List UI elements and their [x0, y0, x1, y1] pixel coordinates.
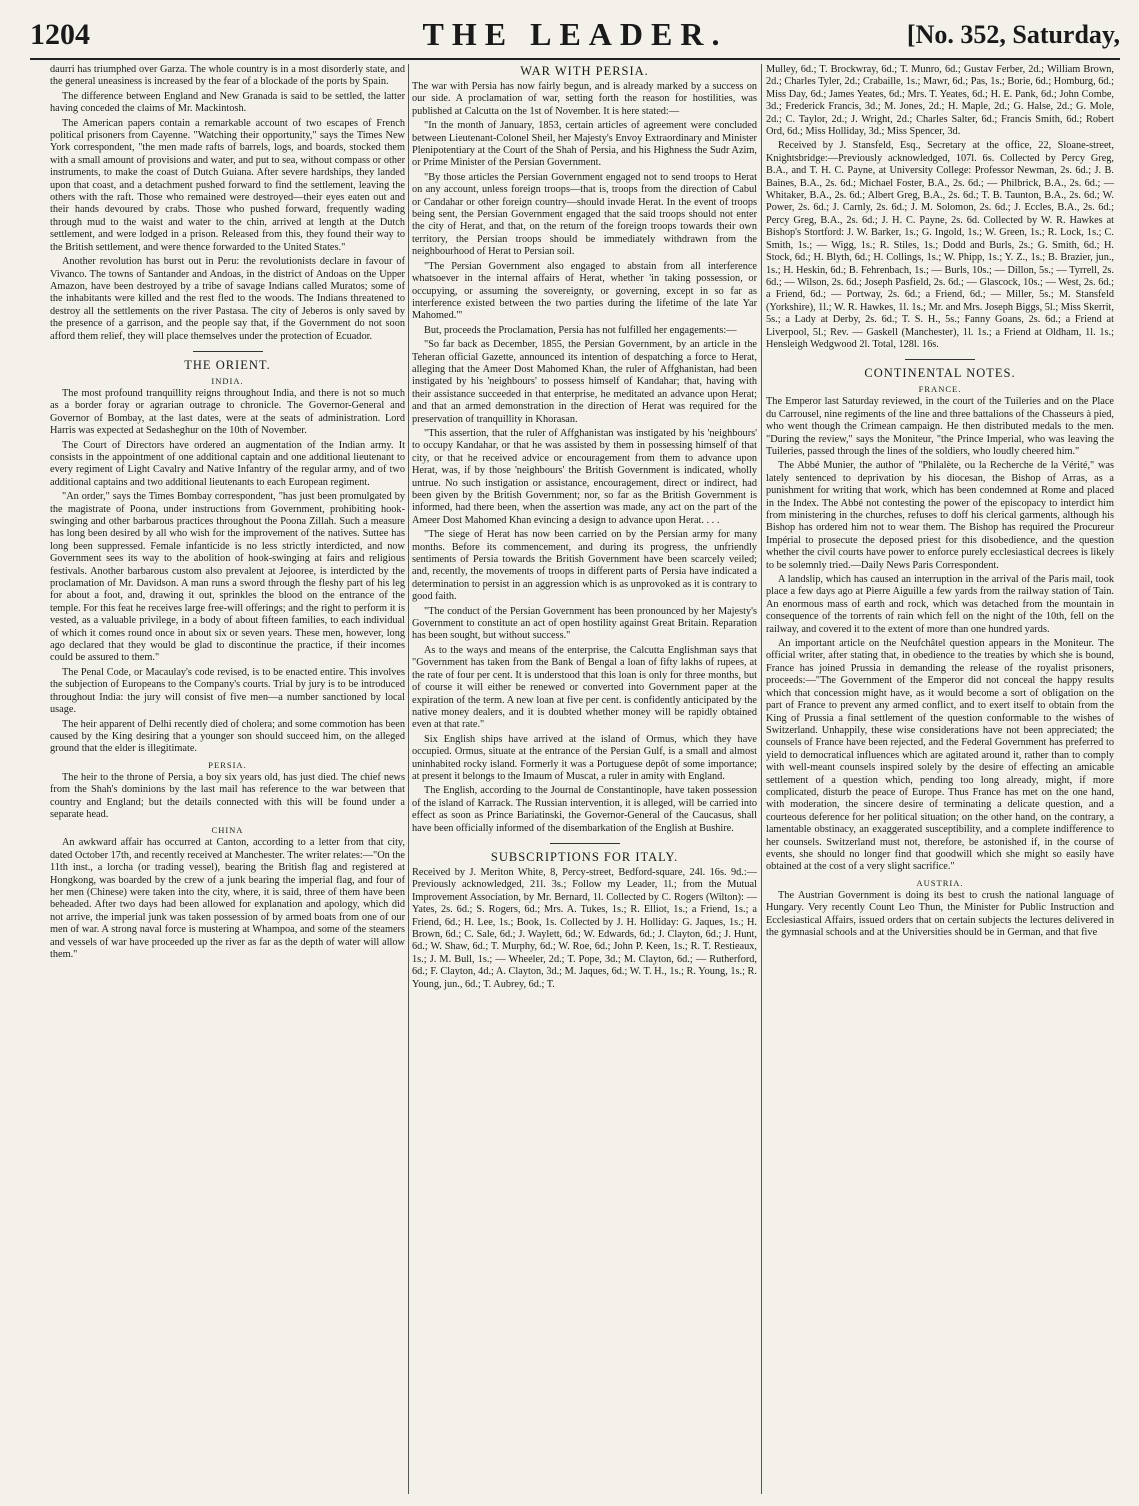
section-title-subscriptions-italy: SUBSCRIPTIONS FOR ITALY.: [490, 849, 679, 864]
paragraph: The Emperor last Saturday reviewed, in the court of the Tuileries and on the Place du Carrousel, nine regiments of the line and three battalions of the Chasseurs à pied, who went though the Crimean campaign. He then distributed medals to the men. "During the review," says the Moniteur, "the Prince Imperial, who was leaving the Tuileries, passed through the lines of the soldiers, who loudly cheered him.": [766, 396, 1114, 457]
paragraph: Another revolution has burst out in Peru: the revolutionists declare in favour of Vivanco. The towns of Santander and Andoas, in the district of Andoas on the Upper Amazon, have been destroyed by a tribe of savage Indians called Muratos; some of the inhabitants were killed and the rest fled to the woods. The Indians threatened to destroy all the settlements on the river Pastasa. The city of Jeberos is only saved by the presence of a garrison, and the people say that, if the Government do not soon afford them relief, they will place themselves under the protection of Ecuador.: [50, 256, 405, 342]
issue-label: [No. 352, Saturday,: [906, 20, 1120, 49]
paragraph: "The Persian Government also engaged to abstain from all interference whatsoever in the internal affairs of Herat, whether 'in taking possession, or occupying, or assuming the sovereignty, or governing, except in so far as interference existed between the two parties during the lifetime of the late Yar Mahomed.'": [412, 260, 757, 322]
paragraph: "The siege of Herat has now been carried on by the Persian army for many months. Before its commencement, and during its progress, the unfriendly sentiments of Persia towards the British Government have been scarcely veiled; and, recently, the movements of troops in different parts of Persia have indicated a determination to persist in an aggression which is as unprovoked as it is contrary to good faith.: [412, 529, 757, 603]
paragraph: But, proceeds the Proclamation, Persia has not fulfilled her engagements:—: [424, 324, 737, 336]
subsection-title-austria: AUSTRIA.: [916, 877, 964, 888]
paragraph: The most profound tranquillity reigns throughout India, and there is not so much as a border foray or agrarian outrage to chronicle. The Governor-General and Governor of Bombay, at the last dates, were at the seats of administration. Lord Harris was expected at Sedasheghur on the 10th of November.: [50, 387, 405, 437]
paragraph: The English, according to the Journal de Constantinople, have taken possession of the island of Karrack. The Russian intervention, it is alleged, will be carried into effect as soon as Prince Bariatinski, the Governor-General of the Caucasus, shall have been officially informed of the disembarkation of the English at Bushire.: [412, 785, 757, 834]
column-rule: [761, 64, 762, 1494]
column-rule: [408, 64, 409, 1494]
paragraph: The heir to the throne of Persia, a boy six years old, has just died. The chief news from the Shah's dominions by the last mail has reference to the war between that country and England; but the details connected with this will be found under a separate head.: [50, 771, 405, 820]
subsection-title-india: INDIA.: [211, 375, 244, 386]
paragraph: The Austrian Government is doing its best to crush the national language of Hungary. Very recently Count Leo Thun, the Minister for Public Instruction and Ecclesiastical Affairs, issued orders that on certain subjects the lectures delivered in the gymnasial schools and at the Universities should be in German, and that five: [766, 889, 1114, 938]
section-title-war-with-persia: WAR WITH PERSIA.: [520, 64, 649, 78]
section-divider: [550, 843, 620, 844]
paragraph: The Abbé Munier, the author of "Philalète, ou la Recherche de la Vérité," was lately sentenced to deprivation by his diocesan, the Bishop of Arras, as a punishment for writing that work, which has been condemned at Rome and placed in the Index. The Abbé not contesting the power of the episcopacy to interdict him from ministering in the churches, refuses to doff his clerical garments, although his Bishop has ordered him not to wear them. The Bishop has required the Procureur Impérial to prosecute the deposed priest for this disobedience, and the question whether the civil courts have power to enforce purely ecclesiastical decrees is likely to be solemnly tried.—Daily News Paris Correspondent.: [766, 460, 1114, 571]
paragraph: "By those articles the Persian Government engaged not to send troops to Herat on any account, unless foreign troops—that is, troops from the direction of Cabul or Candahar or other foreign country—should invade Herat. In the event of troops being sent, the Persian Government engaged that the said troops should not enter the city of Herat, and that, on the return of the foreign troops towards their own territory, the Persian troops should be immediately withdrawn from the neighbourhood of Herat to Persian soil.: [412, 171, 757, 258]
section-divider: [905, 359, 975, 360]
section-title-continental-notes: CONTINENTAL NOTES.: [864, 366, 1016, 381]
paragraph: Received by J. Stansfeld, Esq., Secretary at the office, 22, Sloane-street, Knightsbridge:—Previously acknowledged, 107l. 6s. Collected by Percy Greg, B.A., and T. H. C. Payne, at University College: Professor Newman, 2s. 6d.; J. B. Baines, B.A., 2s. 6d.; Michael Foster, B.A., 2s. 6d.; — Philbrick, B.A., 2s. 6d.; — Whitaker, B.A., 2s. 6d.; Albert Greg, B.A., 2s. 6d.; T. B. Taunton, B.A., 2s. 6d.; W. Power, 2s. 6d.; J. Carnly, 2s. 6d.; J. M. Solomon, 2s. 6d.; J. Eccles, B.A., 2s. 6d.; Percy Greg, B.A., 2s. 6d.; J. H. C. Payne, 2s. 6d. Collected by W. R. Hawkes at Bishop's Stortford: J. W. Barker, 1s.; G. Ingold, 1s.; W. Green, 1s.; R. Lock, 1s.; C. Smith, 1s.; — Wigg, 1s.; R. Stiles, 1s.; Dodd and Burls, 2s.; G. Smith, 6d.; H. Stock, 6d.; H. Blyth, 6d.; H. Collings, 1s.; W. Phipp, 1s.; Y. Z., 1s.; B. Brazier, jun., 1s.; H. Heskin, 6d.; B. Fehrenbach, 1s.; — Burls, 10s.; — Dillon, 5s.; — Tyrrell, 2s. 6d.; — Wilson, 2s. 6d.; Joseph Pasfield, 2s. 6d.; — Glascock, 10s.; — West, 2s. 6d.; a Friend, 6d.; — Portway, 2s. 6d.; a Friend, 6d.; — Miller, 5s.; M. Stansfeld (Yorkshire), 1l.; W. R. Hawkes, 1l. 1s.; Mr. and Mrs. Joseph Biggs, 5l.; Miss Skerrit, 5s.; a Lady at Derby, 2s. 6d.; T. S. H., 5s.; Fanny Goans, 2s. 6d.; a Friend at Liverpool, 5l.; Rev. — Gaskell (Manchester), 1l. 1s.; a Friend at Oldham, 1l. 1s.; Hensleigh Wedgwood 2l. Total, 128l. 16s.: [766, 140, 1114, 350]
paragraph: The Penal Code, or Macaulay's code revised, is to be enacted entire. This involves the subjection of Europeans to the Company's courts. Trial by jury is to be introduced throughout India: the jury will consist of five men—a number sanctioned by local usage.: [50, 666, 405, 716]
paragraph: "So far back as December, 1855, the Persian Government, by an article in the Teheran official Gazette, announced its intention of despatching a force to Herat, alleging that the Ameer Dost Mahomed Khan, the ruler of Affghanistan, had been instigated by his 'neighbours' to possess himself of Kandahar; that, having with their assistance succeeded in that enterprise, he meditated an advance upon Herat; and that an armed demonstration in the direction of Herat was required for the preservation of tranquillity in Khorasan.: [412, 339, 757, 425]
paragraph: The difference between England and New Granada is said to be settled, the latter having conceded the claims of Mr. Mackintosh.: [50, 90, 405, 115]
column-3: [766, 64, 1114, 1494]
column-1: [50, 64, 405, 1494]
paragraph: "An order," says the Times Bombay correspondent, "has just been promulgated by the magistrate of Poona, under instructions from Government, prohibiting hook-swinging and other barbarous practices throughout the Poona Zillah. Such a measure has long been desired by all who wish for the improvement of the natives. Suttee has long been suppressed. Female infanticide is no less strictly interdicted, and now Government sees its way to the abolition of hook-swinging at fairs and religious festivals. Another barbarous custom also prevalent at Jejooree, is interdicted by the proclamation of Mr. Davidson. A man runs a sword through the fleshy part of his leg for about a foot, and, drawing it out, sprinkles the blood on the entrance of the temple. For this feat he receives large free-will offerings; and the right to perform it is vested, as a valuable privilege, in a body of about fifteen families, to each individual of which it comes round once in about six or seven years. These men, however, long ago declared that they would be glad to discontinue the practice, if their incomes could be assured to them.": [50, 491, 405, 664]
section-title-orient: THE ORIENT.: [184, 357, 271, 372]
paragraph: Six English ships have arrived at the island of Ormus, which they have occupied. Ormus, situate at the entrance of the Persian Gulf, is a small and almost uninhabited rocky island. Formerly it was a Portuguese depôt of some importance; at present it belongs to the Imaum of Muscat, a ruler in amity with England.: [412, 733, 757, 782]
paragraph: The Court of Directors have ordered an augmentation of the Indian army. It consists in the appointment of one additional captain and one additional lieutenant to every regiment of Light Cavalry and Native Infantry of the regular army, and of two additional captains and two additional lieutenants to each European regiment.: [50, 439, 405, 488]
newspaper-title: THE LEADER.: [422, 16, 728, 52]
paragraph: The American papers contain a remarkable account of two escapes of French political prisoners from Cayenne. "Watching their opportunity," says the Times New York correspondent, "the men made rafts of barrels, logs, and boards, stocked them with a small amount of provisions and water, and put to sea, without compass or other instruments, to make the coast of Dutch Guiana. After severe hardships, they landed upon that coast, and a detachment pushed forward to find the settlement, leaving the others with the raft. Those who remained were destroyed—their eyes eaten out and their hands devoured by crabs. Those who pushed forward, frequently wading through mud to the waist and water to the chin, arrived at length at the Dutch settlement, and were lodged in a prison. Released from this, they found their way to the British settlement, and were thence forwarded to the United States.": [50, 117, 405, 253]
paragraph: Mulley, 6d.; T. Brockwray, 6d.; T. Munro, 6d.; Gustav Ferber, 2d.; William Brown, 2d.; Charles Tyler, 2d.; Crabaille, 1s.; Mawr, 6d.; Pas, 1s.; Borie, 6d.; Homburg, 6d.; Miss Day, 6d.; James Yeates, 6d.; Mrs. T. Yeates, 6d.; H. E. Pank, 6d.; John Combe, 3d.; Frederick Francis, 3d.; M. Jones, 2d.; H. Maple, 2d.; G. Halse, 2d.; G. Mole, 2d.; C. Taylor, 2d.; J. Wright, 2d.; Charles Salter, 6d.; Francis Smith, 6d.; Robert Ord, 6d.; Miss Holliday, 3d.; Miss Spencer, 3d.: [766, 64, 1114, 138]
subsection-title-persia: PERSIA.: [208, 759, 247, 770]
paragraph: "The conduct of the Persian Government has been pronounced by her Majesty's Government to constitute an act of open hostility against Great Britain. Reparation has been sought, but without success.": [412, 605, 757, 642]
paragraph: An awkward affair has occurred at Canton, according to a letter from that city, dated October 17th, and recently received at Manchester. The writer relates:—"On the 11th inst., a lorcha (or trading vessel), bearing the British flag and registered at Hongkong, was boarded by the crew of a junk bearing the imperial flag, and four of her men (Chinese) were taken into the city, where, it is said, three of them have been beheaded. After two days had been allowed for explanation and apology, which did not arrive, the imperial junk was taken possession of by armed boats from one of our men of war. A strong naval force is mustering at Whampoa, and some of the steamers and vessels of war have proceeded up the river as far as the depth of water will allow them.": [50, 837, 405, 960]
paragraph: The war with Persia has now fairly begun, and is already marked by a success on our side. A proclamation of war, setting forth the reason for hostilities, was published at Calcutta on the 1st of November. It is here stated:—: [412, 81, 757, 117]
paragraph: Received by J. Meriton White, 8, Percy-street, Bedford-square, 24l. 16s. 9d.:—Previously acknowledged, 21l. 3s.; Follow my Leader, 1l.; from the Mutual Improvement Association, by Mr. Bernard, 1l. Collected by C. Rogers (Wilton): — Yates, 2s. 6d.; S. Rogers, 6d.; Mrs. A. Tukes, 1s.; R. Elliot, 1s.; a Friend, 1s.; a Friend, 6d.; H. Lee, 1s.; Book, 1s. Collected by J. H. Holliday: G. Jaques, 1s.; H. Brown, 6d.; C. Sale, 6d.; J. Waylett, 6d.; W. Edwards, 6d.; J. Clayton, 6d.; J. Hunt, 6d.; W. Shaw, 6d.; T. Murphy, 6d.; W. Roe, 6d.; John P. Keen, 1s.; R. T. Restieaux, 1s.; J. M. Bull, 1s.; — Wheeler, 2d.; T. Pope, 3d.; M. Clayton, 6d.; — Rutherford, 6d.; F. Clayton, 4d.; A. Clayton, 3d.; M. Jaques, 6d.; W. T. H., 1s.; R. Young, 1s.; R. Young, jun., 6d.; T. Aubrey, 6d.; T.: [412, 866, 757, 990]
subsection-title-china: CHINA: [211, 825, 244, 836]
page-number: 1204: [30, 18, 90, 51]
paragraph: A landslip, which has caused an interruption in the arrival of the Paris mail, took place a few days ago at Pierre Aiguille a few yards from the railway station of Tain. An enormous mass of earth and rock, which was detached from the mountain in consequence of the torrents of rain which fell on the night of the 10th, fell on the railway, and covered it to the extent of more than one hundred yards.: [766, 574, 1114, 635]
paragraph: "In the month of January, 1853, certain articles of agreement were concluded between Lieutenant-Colonel Sheil, her Majesty's Envoy Extraordinary and Minister Plenipotentiary at the Court of the Shah of Persia, and his Highness the Sudr Azim, or Prime Minister of the Persian Government.: [412, 120, 757, 169]
paragraph: "This assertion, that the ruler of Affghanistan was instigated by his 'neighbours' to occupy Kandahar, or that he was assisted by them in possessing himself of that city, or that he received advice or encouragement from them to advance upon Herat, was, if by those 'neighbours' the British Government is indicated, wholly untrue. No such instigation or assistance, encouragement, direct or indirect, had been given by the British Government; nor, so far as the British Government is informed, had there been, when the assertion was made, any act on the part of the Ameer Dost Mahomed Khan evincing a design to advance upon Herat. . . .: [412, 427, 757, 526]
paragraph: daurri has triumphed over Garza. The whole country is in a most disorderly state, and the general uneasiness is increased by the fear of a blockade of the ports by Spain.: [50, 64, 405, 88]
section-divider: [193, 351, 263, 352]
subsection-title-france: FRANCE.: [918, 384, 962, 395]
paragraph: The heir apparent of Delhi recently died of cholera; and some commotion has been caused by the King desiring that a younger son should succeed him, on the alleged ground that the elder is illegitimate.: [50, 718, 405, 755]
masthead: [30, 14, 1120, 60]
paragraph: An important article on the Neufchâtel question appears in the Moniteur. The official writer, after stating that, in obedience to the treaties by which she is bound, France has joined Prussia in demanding the release of the royalist prisoners, proceeds:—"The Government of the Emperor did not conceal the happy results which that concession might have, as it would become a sort of obligation on the part of France to prevent any armed conflict, and to exert itself to obtain from the King of Prussia a final settlement of the question conformable to the wishes of Switzerland. Unhappily, these wise considerations have not been appreciated; the counsels of France have been rejected, and the Federal Government has preferred to yield to democratical influences which are agitated around it, rather than to comply with well-meant counsels inspired solely by the desire of effecting an amicable settlement of a question which, pending too long already, might, if more complicated, disturb the peace of Europe. Thus France has met on the one hand, with moderation, the sincere desire of terminating a delicate question, and a courteous deference for her political situation; on the other hand, on the contrary, a lamentable obstinacy, an exaggerated susceptibility, and a complete indifference to her counsels. Switzerland must not, therefore, be astonished if, in the course of events, she should no longer find that goodwill which she might so easily have obtained at the cost of a very slight sacrifice.": [766, 638, 1114, 873]
paragraph: As to the ways and means of the enterprise, the Calcutta Englishman says that "Government has taken from the Bank of Bengal a loan of fifty lakhs of rupees, at the rate of four per cent. It is understood that this loan is only for three months, but of course it will either be renewed or converted into Government paper at the expiration of the term. A new loan at five per cent. is confidently anticipated by the native money dealers, and it is doubted whether money will be rapidly obtained even at that rate.": [412, 644, 757, 731]
column-2: [412, 64, 757, 1494]
